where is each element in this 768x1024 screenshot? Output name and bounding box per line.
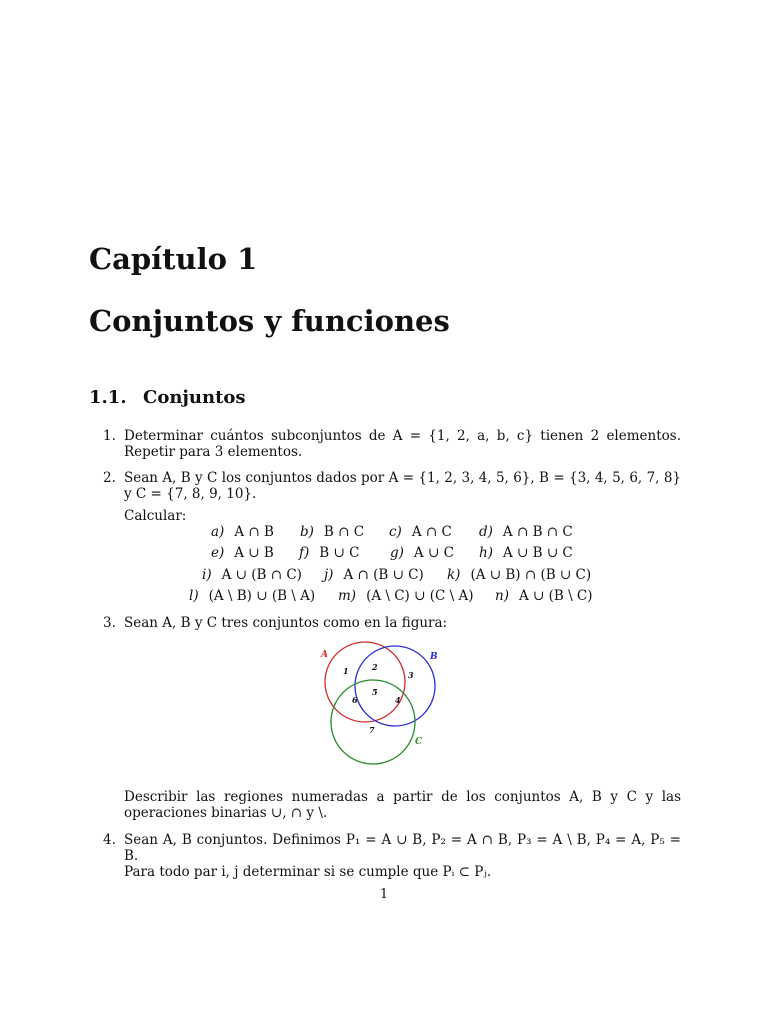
calc-label: Calcular: bbox=[124, 508, 187, 524]
section-title: Conjuntos bbox=[143, 387, 246, 408]
operation-expression: A ∪ B ∪ C bbox=[502, 545, 573, 561]
exercise-number: 2. bbox=[103, 470, 116, 486]
operation-expression: (A \ C) ∪ (C \ A) bbox=[366, 588, 474, 604]
operation-label: m) bbox=[338, 588, 357, 604]
operation-item bbox=[479, 524, 573, 540]
venn-region-label: 4 bbox=[395, 695, 401, 705]
operation-item bbox=[389, 524, 452, 540]
chapter-label: Capítulo 1 bbox=[89, 242, 258, 276]
section-number: 1.1. bbox=[89, 387, 127, 408]
operation-expression: A ∩ B bbox=[234, 524, 274, 540]
page-number: 1 bbox=[379, 887, 389, 902]
venn-region-label: 5 bbox=[372, 687, 378, 697]
set-c-label: C bbox=[415, 737, 423, 747]
operation-label: c) bbox=[389, 524, 402, 540]
operation-label: i) bbox=[202, 567, 212, 583]
exercise-number: 3. bbox=[103, 615, 116, 631]
exercise-number: 4. bbox=[103, 832, 116, 848]
venn-region-label: 7 bbox=[369, 725, 375, 735]
set-a-label: A bbox=[321, 650, 328, 660]
operation-item bbox=[338, 588, 473, 604]
exercise-text: Sean A, B y C tres conjuntos como en la figura: bbox=[124, 615, 448, 631]
operation-expression: A ∪ C bbox=[413, 545, 454, 561]
operation-expression: A ∩ (B ∪ C) bbox=[343, 567, 424, 583]
venn-diagram bbox=[310, 640, 460, 770]
operation-expression: (A \ B) ∪ (B \ A) bbox=[208, 588, 316, 604]
venn-region-label: 6 bbox=[352, 695, 358, 705]
operation-label: b) bbox=[300, 524, 314, 540]
operation-label: g) bbox=[390, 545, 404, 561]
venn-region-label: 2 bbox=[372, 662, 378, 672]
operation-label: n) bbox=[495, 588, 509, 604]
exercise-3 bbox=[103, 615, 681, 633]
exercise-number: 1. bbox=[103, 428, 116, 444]
operation-item bbox=[324, 567, 424, 583]
operation-label: d) bbox=[479, 524, 493, 540]
chapter-title: Conjuntos y funciones bbox=[89, 304, 450, 338]
operation-label: e) bbox=[211, 545, 225, 561]
operation-expression: B ∩ C bbox=[323, 524, 365, 540]
operation-expression: (A ∪ B) ∩ (B ∪ C) bbox=[470, 567, 592, 583]
operation-item bbox=[211, 524, 274, 540]
operation-expression: A ∩ C bbox=[411, 524, 452, 540]
operation-item bbox=[447, 567, 591, 583]
operation-item bbox=[479, 545, 573, 561]
venn-instructions: Describir las regiones numeradas a partir de los conjuntos A, B y C y las operaciones binarias ∪, ∩ y \. bbox=[124, 789, 681, 821]
exercise-line: Sean A, B conjuntos. Definimos P₁ = A ∪ B, P₂ = A ∩ B, P₃ = A \ B, P₄ = A, P₅ = B. bbox=[124, 832, 681, 864]
venn-region-label: 3 bbox=[408, 670, 414, 680]
operation-label: a) bbox=[211, 524, 225, 540]
operation-expression: A ∪ B bbox=[234, 545, 274, 561]
exercise-4 bbox=[103, 832, 681, 880]
operation-label: l) bbox=[189, 588, 199, 604]
exercise-line: Para todo par i, j determinar si se cumple que Pᵢ ⊂ Pⱼ. bbox=[124, 864, 492, 880]
operation-label: h) bbox=[479, 545, 493, 561]
set-b-label: B bbox=[430, 652, 438, 662]
venn-region-label: 1 bbox=[343, 666, 349, 676]
operation-expression: A ∪ (B ∩ C) bbox=[221, 567, 302, 583]
operation-item bbox=[202, 567, 302, 583]
operation-label: k) bbox=[447, 567, 461, 583]
operation-item bbox=[390, 545, 454, 561]
operation-label: j) bbox=[324, 567, 334, 583]
set-a-circle bbox=[325, 642, 405, 722]
exercise-text: Determinar cuántos subconjuntos de A = {1, 2, a, b, c} tienen 2 elementos. Repetir para 3 elementos. bbox=[124, 428, 681, 460]
exercise-text: Sean A, B y C los conjuntos dados por A = {1, 2, 3, 4, 5, 6}, B = {3, 4, 5, 6, 7, 8} y C = {7, 8, 9, 10}. bbox=[124, 470, 681, 502]
operation-expression: A ∩ B ∩ C bbox=[502, 524, 573, 540]
operation-item bbox=[300, 524, 364, 540]
operation-item bbox=[189, 588, 315, 604]
operation-item bbox=[299, 545, 359, 561]
exercise-text bbox=[124, 832, 681, 880]
operation-expression: A ∪ (B \ C) bbox=[518, 588, 593, 604]
operation-item bbox=[495, 588, 593, 604]
operation-item bbox=[211, 545, 274, 561]
operation-label: f) bbox=[299, 545, 310, 561]
operation-expression: B ∪ C bbox=[319, 545, 360, 561]
